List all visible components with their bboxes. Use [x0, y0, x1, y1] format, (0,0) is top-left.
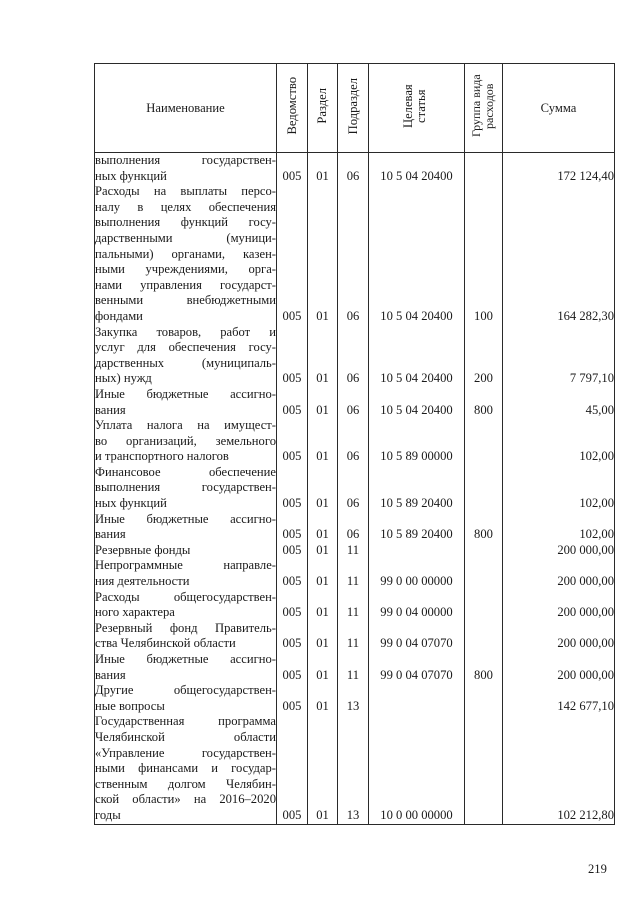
row-name-line: Резервный фонд Правитель-: [95, 620, 276, 635]
row-name-line: ства Челябинской области: [95, 636, 236, 651]
row-name: [95, 543, 277, 559]
row-name: [95, 621, 277, 652]
row-name-line: Расходы общегосударствен-: [95, 589, 276, 604]
row-name-line: налу в целях обеспечения: [95, 199, 276, 214]
header-section: Раздел: [308, 64, 338, 153]
row-name: [95, 714, 277, 824]
row-section: 01: [308, 558, 338, 589]
row-name-line: Государственная программа: [95, 714, 276, 729]
row-name-line: вания: [95, 402, 126, 417]
row-target: 99 0 00 00000: [369, 558, 465, 589]
row-name-line: Финансовое обеспечение: [95, 464, 276, 479]
row-name-line: Закупка товаров, работ и: [95, 324, 276, 339]
row-group: [465, 683, 503, 714]
table-row: [95, 325, 615, 387]
row-name: [95, 558, 277, 589]
row-name-line: ными учреждениями, орга-: [95, 262, 276, 277]
table-header-row: [95, 64, 615, 153]
table-row: [95, 590, 615, 621]
row-name-line: выполнения функций госу-: [95, 215, 276, 230]
row-dept: 005: [277, 325, 308, 387]
table-row: [95, 418, 615, 465]
row-group: [465, 465, 503, 512]
row-section: 01: [308, 621, 338, 652]
row-name-line: ных функций: [95, 168, 167, 183]
table-row: [95, 153, 615, 185]
row-group: [465, 418, 503, 465]
row-name-line: Иные бюджетные ассигно-: [95, 652, 276, 666]
row-name: [95, 184, 277, 324]
row-target: 10 5 89 20400: [369, 512, 465, 543]
row-name-line: ской области» на 2016–2020: [95, 792, 276, 807]
row-name-line: ных функций: [95, 496, 167, 511]
row-group: [465, 590, 503, 621]
row-group: 800: [465, 652, 503, 683]
row-dept: 005: [277, 465, 308, 512]
row-dept: 005: [277, 387, 308, 418]
row-name-line: и транспортного налогов: [95, 449, 229, 464]
row-sum: 200 000,00: [503, 621, 615, 652]
row-dept: 005: [277, 683, 308, 714]
row-section: 01: [308, 153, 338, 185]
table-row: [95, 184, 615, 324]
row-sum: 102 212,80: [503, 714, 615, 824]
row-name-line: ными финансами и государ-: [95, 761, 276, 776]
row-target: 10 5 89 20400: [369, 465, 465, 512]
header-sum: Сумма: [503, 64, 615, 153]
table-row: [95, 512, 615, 543]
row-name-line: Резервные фонды: [95, 542, 191, 557]
row-name-line: выполнения государствен-: [95, 153, 276, 167]
row-name-line: Другие общегосударствен-: [95, 683, 276, 698]
row-sum: 164 282,30: [503, 184, 615, 324]
row-group: [465, 714, 503, 824]
row-sum: 102,00: [503, 512, 615, 543]
row-subsection: 13: [338, 714, 369, 824]
row-subsection: 11: [338, 652, 369, 683]
row-name-line: ных) нужд: [95, 371, 152, 386]
row-sum: 200 000,00: [503, 543, 615, 559]
row-target: 10 0 00 00000: [369, 714, 465, 824]
row-subsection: 06: [338, 465, 369, 512]
row-name-line: ния деятельности: [95, 574, 190, 589]
row-name-line: нами управления государст-: [95, 277, 276, 292]
row-group: [465, 621, 503, 652]
page-number: 219: [588, 862, 607, 876]
row-name-line: Иные бюджетные ассигно-: [95, 511, 276, 526]
row-section: 01: [308, 325, 338, 387]
row-sum: 102,00: [503, 418, 615, 465]
row-name: [95, 325, 277, 387]
row-target: 10 5 04 20400: [369, 153, 465, 185]
row-target: 10 5 04 20400: [369, 184, 465, 324]
header-name: Наименование: [95, 64, 277, 153]
row-subsection: 06: [338, 153, 369, 185]
row-name-line: выполнения государствен-: [95, 480, 276, 495]
row-name: [95, 153, 277, 185]
row-subsection: 06: [338, 387, 369, 418]
row-section: 01: [308, 652, 338, 683]
row-subsection: 11: [338, 543, 369, 559]
row-name-line: годы: [95, 807, 121, 822]
row-subsection: 06: [338, 512, 369, 543]
row-name-line: вания: [95, 527, 126, 542]
budget-table: [94, 63, 615, 825]
row-sum: 172 124,40: [503, 153, 615, 185]
row-dept: 005: [277, 418, 308, 465]
table-row: [95, 683, 615, 714]
row-section: 01: [308, 387, 338, 418]
row-name-line: Челябинской области: [95, 729, 276, 744]
row-group: [465, 543, 503, 559]
row-section: 01: [308, 184, 338, 324]
row-sum: 142 677,10: [503, 683, 615, 714]
row-group: 100: [465, 184, 503, 324]
table-row: [95, 543, 615, 559]
header-dept: Ведомство: [277, 64, 308, 153]
row-dept: 005: [277, 184, 308, 324]
row-name: [95, 387, 277, 418]
row-name-line: во организаций, земельного: [95, 433, 276, 448]
row-dept: 005: [277, 590, 308, 621]
table-row: [95, 465, 615, 512]
row-name-line: Непрограммные направле-: [95, 558, 276, 573]
row-target: 99 0 04 07070: [369, 652, 465, 683]
row-group: [465, 558, 503, 589]
row-name-line: венными внебюджетными: [95, 293, 276, 308]
row-section: 01: [308, 543, 338, 559]
row-name: [95, 465, 277, 512]
row-section: 01: [308, 465, 338, 512]
row-section: 01: [308, 683, 338, 714]
row-sum: 200 000,00: [503, 558, 615, 589]
row-group: [465, 153, 503, 185]
row-name-line: ственным долгом Челябин-: [95, 776, 276, 791]
row-name-line: фондами: [95, 308, 143, 323]
row-name: [95, 590, 277, 621]
row-dept: 005: [277, 543, 308, 559]
row-sum: 7 797,10: [503, 325, 615, 387]
row-section: 01: [308, 418, 338, 465]
row-name: [95, 418, 277, 465]
row-target: 10 5 89 00000: [369, 418, 465, 465]
row-subsection: 11: [338, 590, 369, 621]
row-target: 99 0 04 07070: [369, 621, 465, 652]
row-name-line: ные вопросы: [95, 698, 165, 713]
row-subsection: 06: [338, 325, 369, 387]
table-row: [95, 714, 615, 824]
row-dept: 005: [277, 621, 308, 652]
row-subsection: 06: [338, 184, 369, 324]
row-dept: 005: [277, 558, 308, 589]
row-name-line: Расходы на выплаты персо-: [95, 184, 276, 199]
table-row: [95, 652, 615, 683]
row-name-line: ного характера: [95, 605, 175, 620]
row-name-line: «Управление государствен-: [95, 745, 276, 760]
row-target: 10 5 04 20400: [369, 325, 465, 387]
row-name: [95, 683, 277, 714]
row-subsection: 11: [338, 621, 369, 652]
row-dept: 005: [277, 652, 308, 683]
table-row: [95, 558, 615, 589]
row-section: 01: [308, 590, 338, 621]
row-name-line: дарственными (муници-: [95, 230, 276, 245]
row-sum: 102,00: [503, 465, 615, 512]
header-group: Группа вида расходов: [465, 64, 503, 153]
table-row: [95, 387, 615, 418]
row-group: 800: [465, 387, 503, 418]
row-section: 01: [308, 714, 338, 824]
row-name-line: пальными) органами, казен-: [95, 246, 276, 261]
row-target: [369, 683, 465, 714]
row-target: 10 5 04 20400: [369, 387, 465, 418]
row-name-line: услуг для обеспечения госу-: [95, 340, 276, 355]
row-name-line: Уплата налога на имущест-: [95, 418, 276, 433]
row-subsection: 11: [338, 558, 369, 589]
row-group: 800: [465, 512, 503, 543]
row-name-line: дарственных (муниципаль-: [95, 355, 276, 370]
row-dept: 005: [277, 714, 308, 824]
row-group: 200: [465, 325, 503, 387]
row-subsection: 13: [338, 683, 369, 714]
row-name-line: Иные бюджетные ассигно-: [95, 386, 276, 401]
row-name: [95, 652, 277, 683]
row-sum: 200 000,00: [503, 652, 615, 683]
header-target: Целевая статья: [369, 64, 465, 153]
row-name-line: вания: [95, 667, 126, 682]
table-row: [95, 621, 615, 652]
row-target: 99 0 04 00000: [369, 590, 465, 621]
row-subsection: 06: [338, 418, 369, 465]
row-dept: 005: [277, 512, 308, 543]
row-name: [95, 512, 277, 543]
row-sum: 45,00: [503, 387, 615, 418]
row-section: 01: [308, 512, 338, 543]
row-target: [369, 543, 465, 559]
row-sum: 200 000,00: [503, 590, 615, 621]
header-subsection: Подраздел: [338, 64, 369, 153]
row-dept: 005: [277, 153, 308, 185]
